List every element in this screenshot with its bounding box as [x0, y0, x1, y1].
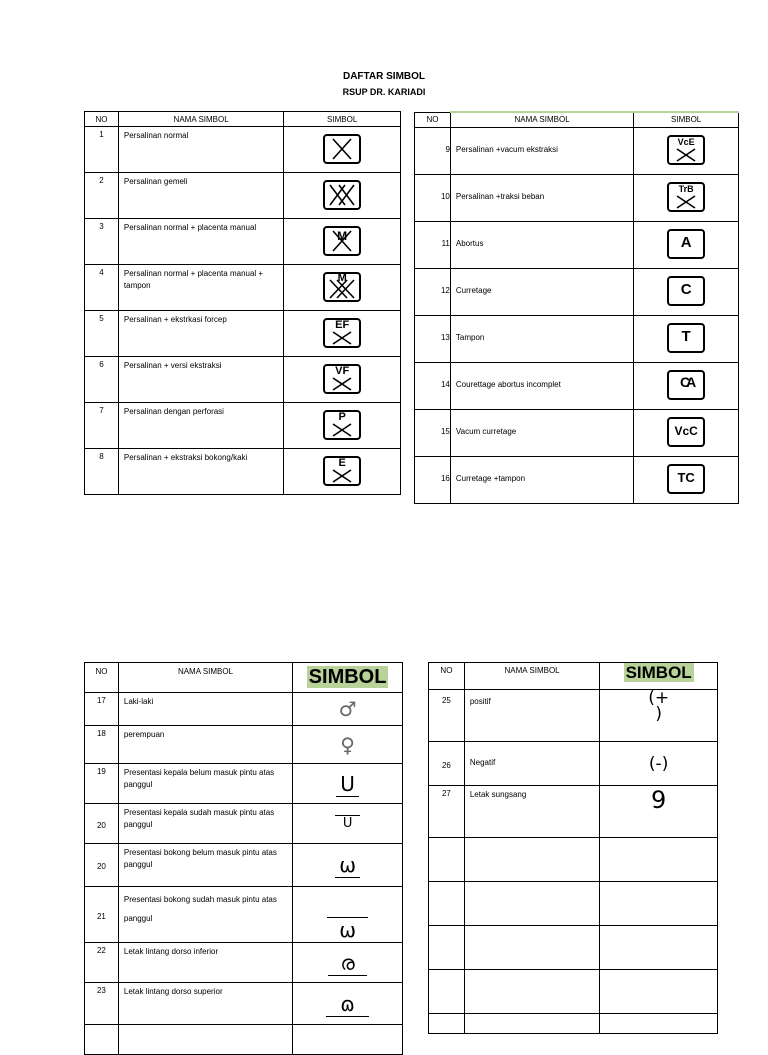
- row-no: 18: [85, 726, 119, 764]
- row-no: 21: [85, 887, 119, 943]
- table-row: [85, 693, 403, 726]
- col-nama: NAMA SIMBOL: [450, 112, 633, 127]
- row-name: Persalinan +traksi beban: [450, 174, 633, 221]
- table-row: [85, 887, 403, 943]
- col-nama: NAMA SIMBOL: [464, 663, 599, 690]
- row-no: 4: [85, 265, 119, 311]
- vacum-ekstraksi-symbol: VcE: [667, 135, 705, 165]
- placenta-manual-symbol: M: [323, 226, 361, 256]
- row-no: 17: [85, 693, 119, 726]
- kepala-belum-icon: U: [336, 772, 359, 797]
- abortus-incomplet-symbol: CA: [667, 370, 705, 400]
- row-name: Persalinan + ekstraksi bokong/kaki: [118, 449, 283, 495]
- tampon-symbol: T: [667, 323, 705, 353]
- row-name: Presentasi bokong belum masuk pintu atas panggul: [118, 844, 292, 887]
- row-no: 14: [415, 362, 451, 409]
- row-name: Persalinan dengan perforasi: [118, 403, 283, 449]
- row-no: 12: [415, 268, 451, 315]
- row-name: Tampon: [450, 315, 633, 362]
- table-row: [415, 221, 739, 268]
- row-name: Persalinan normal + placenta manual: [118, 219, 283, 265]
- table-row: [85, 844, 403, 887]
- table-row: [85, 943, 403, 983]
- row-name: Presentasi bokong sudah masuk pintu atas panggul: [118, 887, 292, 943]
- row-name: positif: [464, 690, 599, 742]
- table-row: [85, 265, 401, 311]
- table-row: [85, 804, 403, 844]
- col-no: NO: [415, 112, 451, 127]
- table-row: [415, 362, 739, 409]
- table-row: [85, 219, 401, 265]
- symbol-table-4: [428, 662, 718, 1034]
- gemeli-symbol: [323, 180, 361, 210]
- female-icon: ♀: [340, 732, 355, 757]
- table-row: [415, 409, 739, 456]
- row-no: 15: [415, 409, 451, 456]
- row-no: 20: [85, 844, 119, 887]
- symbol-table-1: [84, 111, 401, 495]
- sungsang-icon: 9: [650, 786, 667, 814]
- table-row: [85, 764, 403, 804]
- col-no: NO: [85, 112, 119, 127]
- row-no: 8: [85, 449, 119, 495]
- table-row: [429, 786, 718, 838]
- row-name: Letak lintang dorso inferior: [118, 943, 292, 983]
- table-row: [415, 268, 739, 315]
- table-row: [415, 456, 739, 503]
- row-name: Persalinan +vacum ekstraksi: [450, 127, 633, 174]
- kepala-sudah-icon: U: [335, 815, 361, 831]
- curretage-symbol: C: [667, 276, 705, 306]
- col-simbol: SIMBOL: [284, 112, 401, 127]
- col-simbol: SIMBOL: [634, 112, 739, 127]
- symbol-table-3: [84, 662, 403, 1055]
- row-no: 5: [85, 311, 119, 357]
- col-simbol: SIMBOL: [293, 663, 403, 693]
- row-no: 3: [85, 219, 119, 265]
- col-no: NO: [429, 663, 465, 690]
- row-no: 22: [85, 943, 119, 983]
- bokong-sudah-icon: ω: [327, 917, 368, 942]
- col-nama: NAMA SIMBOL: [118, 663, 292, 693]
- table-row: [85, 403, 401, 449]
- row-no: 9: [415, 127, 451, 174]
- row-no: 1: [85, 127, 119, 173]
- curretage-tampon-symbol: TC: [667, 464, 705, 494]
- row-no: 10: [415, 174, 451, 221]
- row-name: Persalinan normal: [118, 127, 283, 173]
- row-no: 26: [429, 742, 465, 786]
- row-no: 6: [85, 357, 119, 403]
- row-no: 7: [85, 403, 119, 449]
- row-no: 27: [429, 786, 465, 838]
- row-name: Laki-laki: [118, 693, 292, 726]
- versi-ekstraksi-symbol: VF: [323, 364, 361, 394]
- forcep-symbol: EF: [323, 318, 361, 348]
- table-row: [85, 311, 401, 357]
- vacum-curretage-symbol: VcC: [667, 417, 705, 447]
- row-name: Negatif: [464, 742, 599, 786]
- row-no: 23: [85, 983, 119, 1025]
- male-icon: ♂: [338, 697, 357, 721]
- row-name: Curretage: [450, 268, 633, 315]
- table-row: [429, 742, 718, 786]
- page-subtitle: RSUP DR. KARIADI: [342, 87, 426, 97]
- row-name: Persalinan gemeli: [118, 173, 283, 219]
- bokong-belum-icon: ω: [335, 853, 360, 878]
- row-name: Persalinan + versi ekstraksi: [118, 357, 283, 403]
- row-no: 16: [415, 456, 451, 503]
- row-no: 13: [415, 315, 451, 362]
- abortus-symbol: A: [667, 229, 705, 259]
- col-no: NO: [85, 663, 119, 693]
- row-name: Persalinan normal + placenta manual + tampon: [118, 265, 283, 311]
- table-row: [85, 173, 401, 219]
- row-no: 25: [429, 690, 465, 742]
- row-no: 11: [415, 221, 451, 268]
- negative-icon: (-): [648, 753, 669, 774]
- row-name: Courettage abortus incomplet: [450, 362, 633, 409]
- row-name: Presentasi kepala sudah masuk pintu atas panggul: [118, 804, 292, 844]
- row-name: Persalinan + ekstrkasi forcep: [118, 311, 283, 357]
- row-no: 19: [85, 764, 119, 804]
- table-row: [85, 983, 403, 1025]
- table-row: [85, 357, 401, 403]
- table-row: [85, 726, 403, 764]
- row-name: perempuan: [118, 726, 292, 764]
- table-row: [415, 174, 739, 221]
- row-name: Vacum curretage: [450, 409, 633, 456]
- dorso-superior-icon: ɷ: [326, 992, 369, 1017]
- table-row: [415, 127, 739, 174]
- symbol-table-2: [414, 111, 739, 504]
- row-name: Presentasi kepala belum masuk pintu atas panggul: [118, 764, 292, 804]
- row-name: Letak lintang dorso superior: [118, 983, 292, 1025]
- table-row: [415, 315, 739, 362]
- table-row: [429, 690, 718, 742]
- page-title: DAFTAR SIMBOL: [342, 71, 426, 82]
- bokong-kaki-symbol: E: [323, 456, 361, 486]
- dorso-inferior-icon: ര: [328, 951, 366, 976]
- row-name: Letak sungsang: [464, 786, 599, 838]
- placenta-manual-tampon-symbol: M: [323, 272, 361, 302]
- table-row: [85, 449, 401, 495]
- persalinan-normal-symbol: [323, 134, 361, 164]
- col-nama: NAMA SIMBOL: [118, 112, 283, 127]
- table-row: [85, 127, 401, 173]
- row-no: 2: [85, 173, 119, 219]
- row-name: Abortus: [450, 221, 633, 268]
- positive-icon: (+ ): [648, 688, 670, 725]
- perforasi-symbol: P: [323, 410, 361, 440]
- col-simbol: SIMBOL: [600, 663, 718, 690]
- traksi-beban-symbol: TrB: [667, 182, 705, 212]
- row-name: Curretage +tampon: [450, 456, 633, 503]
- row-no: 20: [85, 804, 119, 844]
